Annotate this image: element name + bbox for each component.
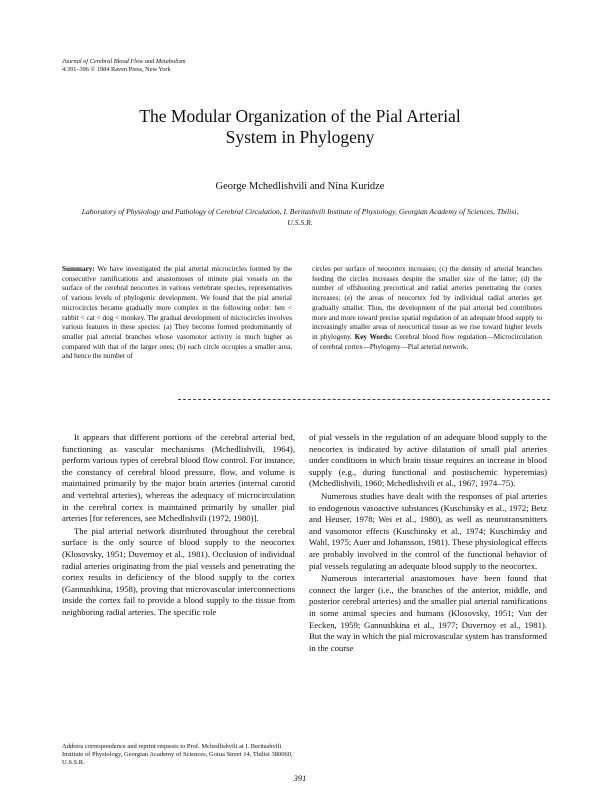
abstract-left-text: We have investigated the pial arterial microcircles formed by the consecutive ramifications and anastomoses of minute pial vessels on the surface of the cerebral neocortex in various vertebrate species, representatives of various levels of phylogenic development. We found that the pial arterial microcircles became gradually more complex in the following order: hen < rabbit < cat < dog < monkey. The gradual development of microcircles involves various features in these species: (a) They become formed predominantly of smaller pial arterial branches whose vasomotor activity is much higher as compared with that of the larger ones; (b) each circle occupies a smaller area, and hence the number of (62, 265, 292, 361)
article-title (0, 106, 600, 148)
journal-name: Journal of Cerebral Blood Flow and Metabolism (62, 58, 186, 65)
body-left-column (62, 432, 295, 619)
abstract-right-text: circles per surface of neocortex increases; (c) the density of arterial branches feeding the circles increases despite the smaller size of the latter; (d) the number of offshooting precortical and radial arteries penetrating the cortex increases; (e) the areas of neocortex fed by individual radial arteries get gradually smaller. Thus, the development of the pial arterial bed contributes more and more toward precise spatial regulation of an adequate blood supply to increasingly smaller areas of neocortical tissue as we rise toward higher levels in phylogeny. (312, 265, 542, 341)
abstract-right-column (312, 265, 542, 352)
keywords-label: Key Words: (354, 332, 393, 341)
abstract-divider (178, 399, 550, 400)
body-paragraph: Numerous interarterial anastomoses have been found that connect the larger (i.e., the branches of the anterior, middle, and posterior cerebral arteries) and the smaller pial arterial ramifications in some animal species and humans (Klosovsky, 1951; Van der Eecken, 1959; Gannushkina et al., 1977; Duvernoy et al., 1981). But the way in which the pial microvascular system has transformed in the course (309, 573, 547, 653)
journal-citation (62, 58, 186, 74)
abstract-label: Summary: (62, 265, 95, 273)
body-paragraph: The pial arterial network distributed throughout the cerebral surface is the only source of blood supply to the neocortex (Klosovsky, 1951; Duvernoy et al., 1981). Occlusion of individual radial arteries originating from the pial vessels and penetrating the cortex results in deficiency of the blood supply to the cortex (Gannushkina, 1958), proving that microvascular interconnections inside the cortex fail to provide a blood supply to the tissue from neighboring radial arteries. The specific role (62, 525, 295, 617)
body-right-column (309, 432, 547, 654)
title-line-2: System in Phylogeny (225, 127, 375, 147)
abstract-left-column (62, 265, 292, 362)
keywords-text: Cerebral blood flow regulation—Microcirculation of cerebral cortex—Phylogeny—Pial arterial network. (312, 332, 543, 351)
journal-pages-publisher: 4:391–396 © 1984 Raven Press, New York (62, 66, 171, 73)
body-paragraph: It appears that different portions of the cerebral arterial bed, functioning as vascular mechanisms (Mchedlishvili, 1964), perform various types of cerebral blood flow control. For instance, the constancy of cerebral blood pressure, flow, and volume is maintained primarily by the major brain arteries (internal carotid and vertebral arteries), whereas the adequacy of microcirculation in the cerebral cortex is maintained primarily by smaller pial arteries [for references, see Mchedlishvili (1972, 1980)]. (62, 432, 295, 524)
footnote: Address correspondence and reprint requests to Prof. Mchedlishvili at I. Beritashvili Institute of Physiology, Georgian Academy of Sciences, Gotua Street 14, Tbilisi 380060, U.S.S.R. (62, 743, 293, 767)
page-number: 391 (293, 773, 307, 783)
body-paragraph: Numerous studies have dealt with the responses of pial arteries to endogenous vasoactive substances (Kuschinsky et al., 1972; Betz and Heuser, 1978; Wei et al., 1980), as well as neurotransmitters and vasomotor effects (Kuschinsky et al., 1974; Kuschinsky and Wahl, 1975; Auer and Johansson, 1981). These physiological effects are probably involved in the control of the functional behavior of pial vessels regulating an adequate blood supply to the neocortex. (309, 490, 547, 571)
body-paragraph: of pial vessels in the regulation of an adequate blood supply to the neocortex is indicated by active dilatation of small pial arteries under conditions in which brain tissue requires an increase in blood supply (e.g., during functional and postischemic hyperemias) (Mchedlishvili, 1960; Mchedlishvili et al., 1967, 1974–75). (309, 432, 547, 489)
affiliation: Laboratory of Physiology and Pathology of Cerebral Circulation, I. Beritashvili Institute of Physiology, Georgian Academy of Sciences, Tbilisi, U.S.S.R. (81, 207, 519, 227)
title-line-1: The Modular Organization of the Pial Arterial (139, 106, 461, 126)
authors: George Mchedlishvili and Nina Kuridze (215, 181, 385, 192)
